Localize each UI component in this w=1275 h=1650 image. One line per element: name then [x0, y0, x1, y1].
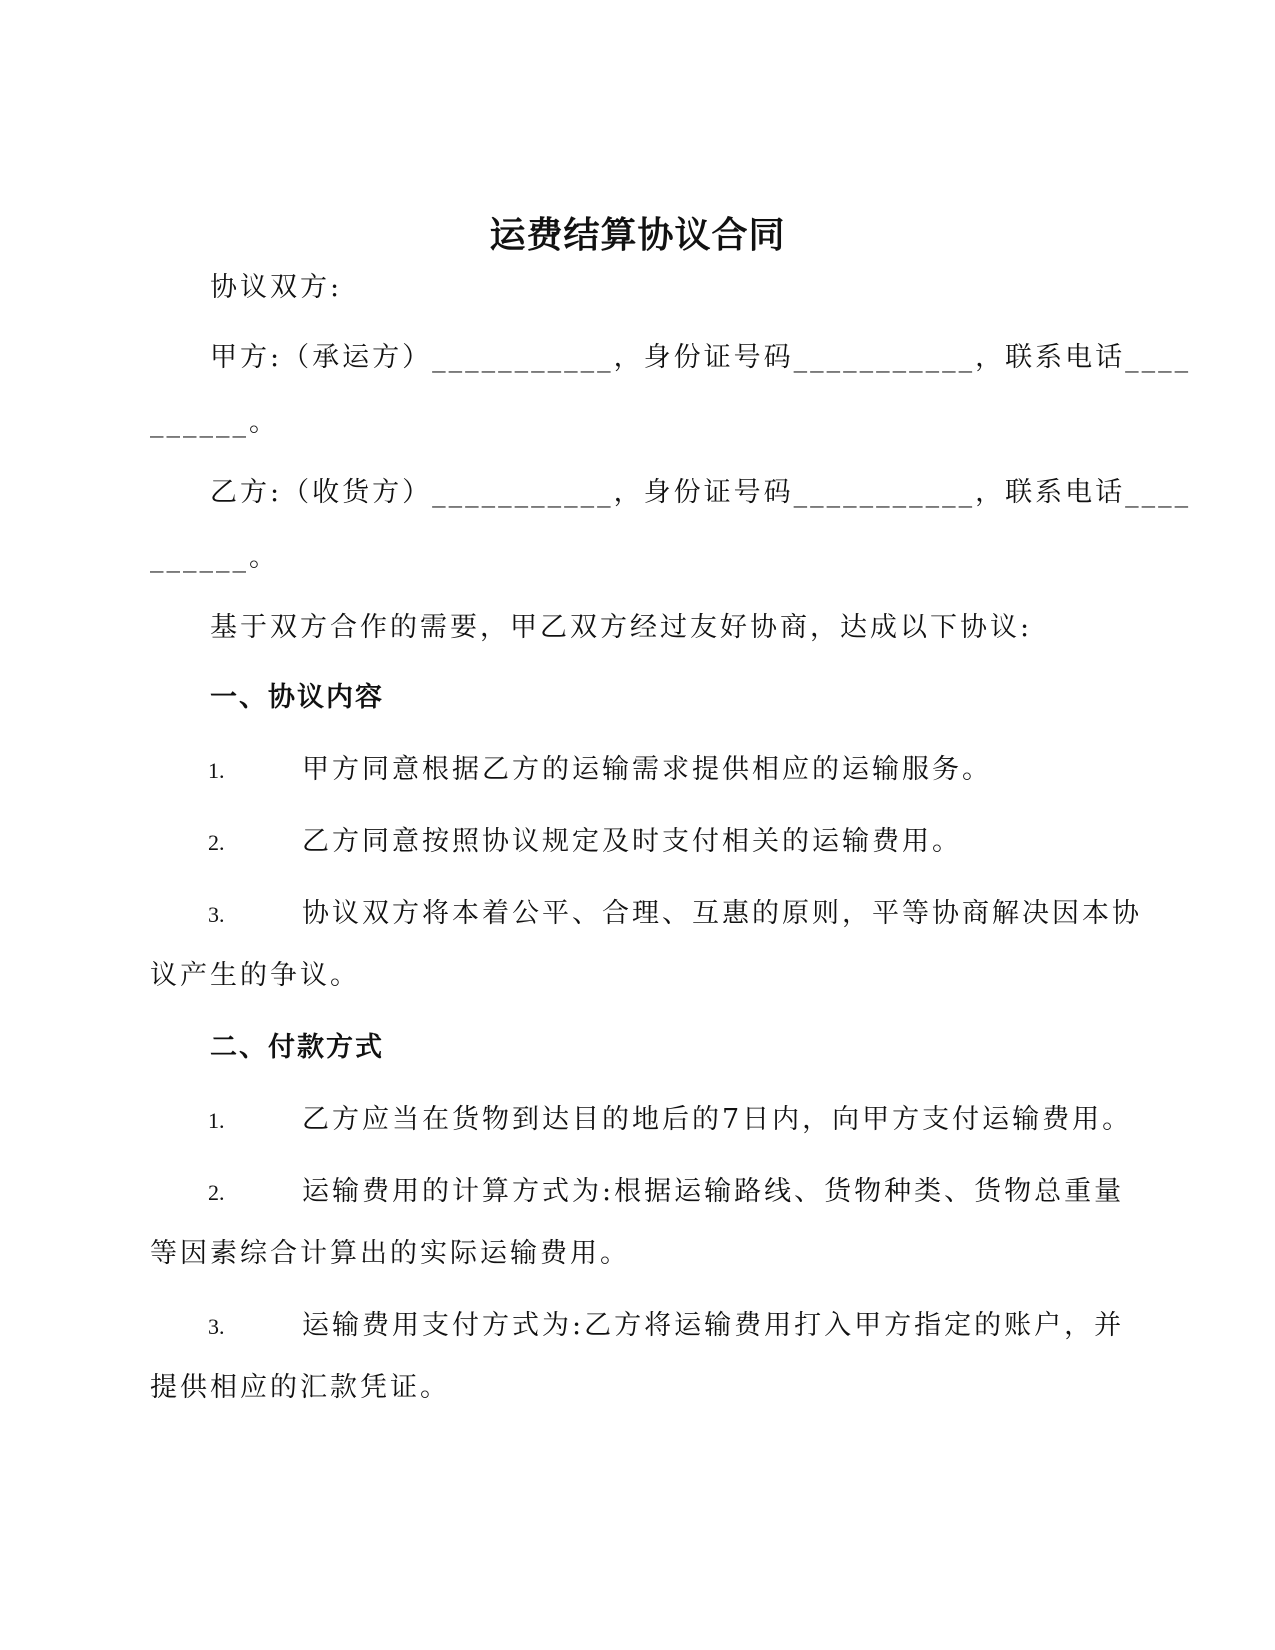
document-title: 运费结算协议合同 — [489, 215, 786, 256]
item-text: 运输费用的计算方式为:根据运输路线、货物种类、货物总重量 — [302, 1176, 1125, 1207]
item-number: 3. — [208, 1314, 225, 1339]
item-text-continuation: 提供相应的汇款凭证。 — [150, 1372, 450, 1403]
section-1-heading: 一、协议内容 — [210, 682, 384, 713]
party-a-line-2: ______。 — [150, 407, 279, 438]
party-b-line-1: 乙方:（收货方）___________，身份证号码___________，联系电话____ — [210, 477, 1192, 508]
item-text-continuation: 等因素综合计算出的实际运输费用。 — [150, 1238, 630, 1269]
section-2-heading: 二、付款方式 — [210, 1032, 384, 1063]
item-number: 1. — [208, 758, 225, 783]
item-number: 3. — [208, 902, 225, 927]
item-text: 协议双方将本着公平、合理、互惠的原则，平等协商解决因本协 — [302, 898, 1142, 929]
item-number: 2. — [208, 1180, 225, 1205]
item-text: 乙方应当在货物到达目的地后的7日内，向甲方支付运输费用。 — [302, 1104, 1133, 1135]
item-text: 甲方同意根据乙方的运输需求提供相应的运输服务。 — [302, 754, 992, 785]
preamble: 基于双方合作的需要，甲乙双方经过友好协商，达成以下协议: — [210, 612, 1033, 643]
item-text: 运输费用支付方式为:乙方将运输费用打入甲方指定的账户，并 — [302, 1310, 1125, 1341]
item-text: 乙方同意按照协议规定及时支付相关的运输费用。 — [302, 826, 962, 857]
parties-intro: 协议双方: — [210, 272, 343, 303]
party-b-line-2: ______。 — [150, 542, 279, 573]
item-text-continuation: 议产生的争议。 — [150, 960, 360, 991]
item-number: 2. — [208, 830, 225, 855]
item-number: 1. — [208, 1108, 225, 1133]
party-a-line-1: 甲方:（承运方）___________，身份证号码___________，联系电话____ — [210, 342, 1192, 373]
